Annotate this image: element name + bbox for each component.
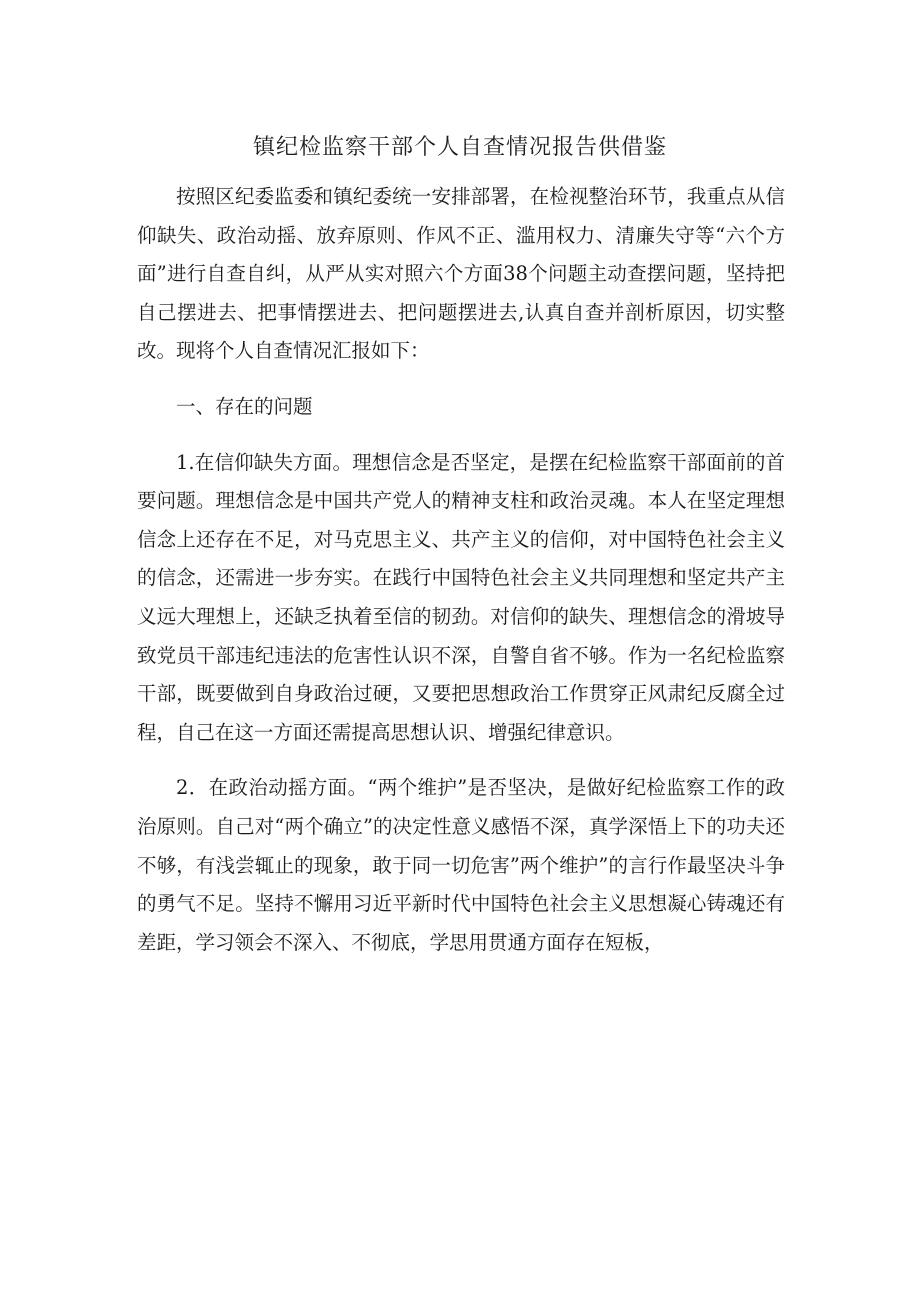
paragraph-belief: 1.在信仰缺失方面。理想信念是否坚定，是摆在纪检监察干部面前的首要问题。理想信念是中国共产党人的精神支柱和政治灵魂。本人在坚定理想信念上还存在不足，对马克思主义、共产主义的信仰，对中国特色社会主义的信念，还需进一步夯实。在践行中国特色社会主义共同理想和坚定共产主义远大理想上，还缺乏执着至信的韧劲。对信仰的缺失、理想信念的滑坡导致党员干部违纪违法的危害性认识不深，自警自省不够。作为一名纪检监察干部，既要做到自身政治过硬，又要把思想政治工作贯穿正风肃纪反腐全过程，自己在这一方面还需提高思想认识、增强纪律意识。 [137, 450, 785, 744]
document-title: 镇纪检监察干部个人自查情况报告供借鉴 [252, 135, 667, 160]
section-heading: 一、存在的问题 [176, 394, 313, 418]
paragraph-politics: 2．在政治动摇方面。“两个维护”是否坚决，是做好纪检监察工作的政治原则。自己对“两个确立”的决定性意义感悟不深，真学深悟上下的功夫还不够，有浅尝辄止的现象，敢于同一切危害”两个维护”的言行作最坚决斗争的勇气不足。坚持不懈用习近平新时代中国特色社会主义思想凝心铸魂还有差距，学习领会不深入、不彻底，学思用贯通方面存在短板， [137, 776, 785, 954]
document-body [137, 178, 785, 962]
intro-paragraph: 按照区纪委监委和镇纪委统一安排部署，在检视整治环节，我重点从信仰缺失、政治动摇、放弃原则、作风不正、滥用权力、清廉失守等“六个方面”进行自查自纠，从严从实对照六个方面38个问题主动查摆问题，坚持把自己摆进去、把事情摆进去、把问题摆进去,认真自查并剖析原因，切实整改。现将个人自查情况汇报如下： [137, 185, 785, 363]
